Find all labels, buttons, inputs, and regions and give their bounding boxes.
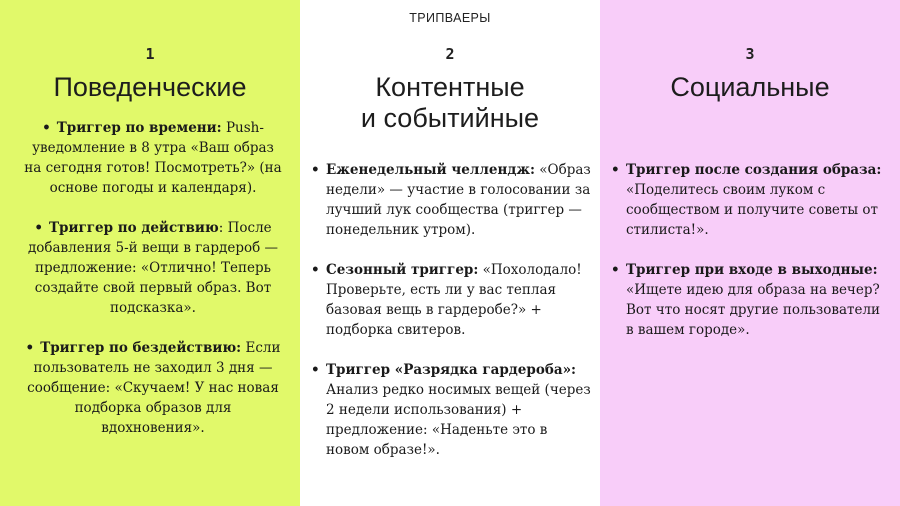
- item-title: Триггер после создания образа:: [626, 162, 882, 178]
- page-title: ТРИПВАЕРЫ: [409, 11, 491, 25]
- bullet-icon: •: [42, 120, 51, 136]
- list-item: [311, 160, 594, 240]
- list-item: [611, 160, 888, 240]
- column-title-line: и событийные: [360, 103, 540, 133]
- column-title: [600, 72, 900, 103]
- column-title-line: Контентные: [375, 72, 525, 102]
- column-number: 1: [145, 45, 155, 63]
- item-text: Анализ редко носимых вещей (через 2 недели использования) + предложение: «Наденьте это в новом образе!».: [326, 382, 591, 458]
- column-social: [600, 0, 900, 506]
- trigger-list: [22, 118, 284, 458]
- bullet-icon: •: [311, 262, 320, 278]
- column-content-events: [300, 0, 600, 506]
- item-text: : После добавления 5-й вещи в гардероб — предложение: «Отлично! Теперь создайте свой первый образ. Вот подсказка».: [27, 220, 279, 316]
- column-title-line: Социальные: [670, 72, 830, 102]
- item-title: Триггер «Разрядка гардероба»:: [326, 362, 576, 378]
- bullet-icon: •: [34, 220, 43, 236]
- item-text: «Похолодало! Проверьте, есть ли у вас теплая базовая вещь в гардеробе?» + подборка свитеров.: [326, 262, 582, 338]
- bullet-icon: •: [611, 262, 620, 278]
- list-item: [311, 260, 594, 340]
- item-title: Сезонный триггер:: [326, 262, 479, 278]
- item-text: «Образ недели» — участие в голосовании за лучший лук сообщества (триггер — понедельник утром).: [326, 162, 591, 238]
- item-title: Триггер по бездействию:: [40, 340, 242, 356]
- bullet-icon: •: [611, 162, 620, 178]
- bullet-icon: •: [311, 162, 320, 178]
- item-text: «Ищете идею для образа на вечер? Вот что носят другие пользователи в вашем городе».: [626, 282, 881, 338]
- item-title: Триггер по времени:: [56, 120, 222, 136]
- column-behavioral: [0, 0, 300, 506]
- item-title: Триггер по действию: [48, 220, 219, 236]
- bullet-icon: •: [25, 340, 35, 356]
- column-title: [300, 72, 600, 134]
- item-text: «Поделитесь своим луком с сообществом и получите советы от стилиста!».: [626, 182, 879, 238]
- trigger-list: [311, 160, 594, 480]
- column-title-line: Поведенческие: [53, 72, 247, 102]
- list-item: [22, 338, 284, 438]
- item-text: Если пользователь не заходил 3 дня — сообщение: «Скучаем! У нас новая подборка образов для вдохновения».: [27, 340, 281, 436]
- trigger-list: [611, 160, 888, 360]
- list-item: [22, 118, 284, 198]
- item-text: Push-уведомление в 8 утра «Ваш образ на сегодня готов! Посмотреть?» (на основе погоды и календаря).: [24, 120, 282, 196]
- column-number: 3: [745, 45, 755, 63]
- bullet-icon: •: [311, 362, 320, 378]
- item-title: Еженедельный челлендж:: [326, 162, 535, 178]
- list-item: [311, 360, 594, 460]
- list-item: [22, 218, 284, 318]
- column-number: 2: [445, 45, 455, 63]
- item-title: Триггер при входе в выходные:: [626, 262, 878, 278]
- list-item: [611, 260, 888, 340]
- column-title: [0, 72, 300, 103]
